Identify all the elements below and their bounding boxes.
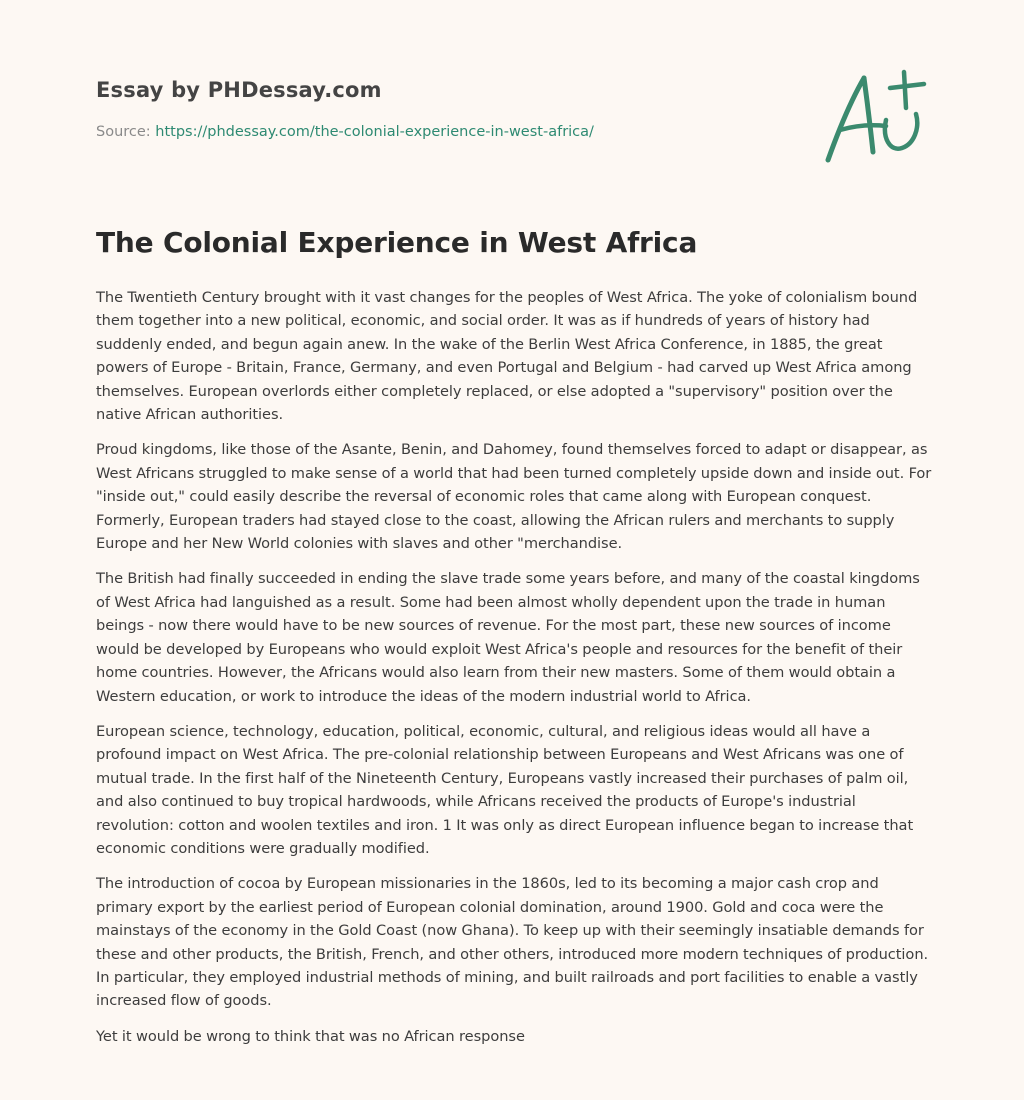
source-link[interactable]: https://phdessay.com/the-colonial-experience-in-west-africa/ [155, 124, 594, 140]
essay-title: The Colonial Experience in West Africa [96, 226, 698, 259]
paragraph: The British had finally succeeded in ending the slave trade some years before, and many of the coastal kingdoms of West Africa had languished as a result. Some had been almost wholly dependent upon the trade in human beings - now there would have to be new sources of revenue. For the most part, these new sources of income would be developed by Europeans who would exploit West Africa's people and resources for the benefit of their home countries. However, the Africans would also learn from their new masters. Some of them would obtain a Western education, or work to introduce the ideas of the modern industrial world to Africa. [96, 570, 920, 705]
paragraph: Proud kingdoms, like those of the Asante, Benin, and Dahomey, found themselves forced to adapt or disappear, as West Africans struggled to make sense of a world that had been turned completely upside down and inside out. For "inside out," could easily describe the reversal of economic roles that came along with European conquest. Formerly, European traders had stayed close to the coast, allowing the African rulers and merchants to supply Europe and her New World colonies with slaves and other "merchandise. [96, 441, 932, 553]
essay-page [96, 0, 932, 1100]
a-plus-logo-icon [820, 66, 930, 166]
source-label: Source: [96, 124, 156, 140]
paragraph: Yet it would be wrong to think that was no African response [96, 1027, 525, 1045]
paragraph: European science, technology, education, political, economic, cultural, and religious ideas would all have a profound impact on West Africa. The pre-colonial relationship between Europeans and West Africans was one of mutual trade. In the first half of the Nineteenth Century, Europeans vastly increased their purchases of palm oil, and also continued to buy tropical hardwoods, while Africans received the products of Europe's industrial revolution: cotton and woolen textiles and iron. 1 It was only as direct European influence began to increase that economic conditions were gradually modified. [96, 722, 914, 857]
essay-body [96, 286, 932, 1060]
source-line [96, 124, 594, 140]
paragraph: The introduction of cocoa by European missionaries in the 1860s, led to its becoming a major cash crop and primary export by the earliest period of European colonial domination, around 1900. Gold and coca were the mainstays of the economy in the Gold Coast (now Ghana). To keep up with their seemingly insatiable demands for these and other products, the British, French, and other others, introduced more modern techniques of production. In particular, they employed industrial methods of mining, and built railroads and port facilities to enable a vastly increased flow of goods. [96, 875, 929, 1010]
paragraph: The Twentieth Century brought with it vast changes for the peoples of West Africa. The yoke of colonialism bound them together into a new political, economic, and social order. It was as if hundreds of years of history had suddenly ended, and begun again anew. In the wake of the Berlin West Africa Conference, in 1885, the great powers of Europe - Britain, France, Germany, and even Portugal and Belgium - had carved up West Africa among themselves. European overlords either completely replaced, or else adopted a "supervisory" position over the native African authorities. [96, 289, 918, 424]
brand-title: Essay by PHDessay.com [96, 78, 382, 102]
